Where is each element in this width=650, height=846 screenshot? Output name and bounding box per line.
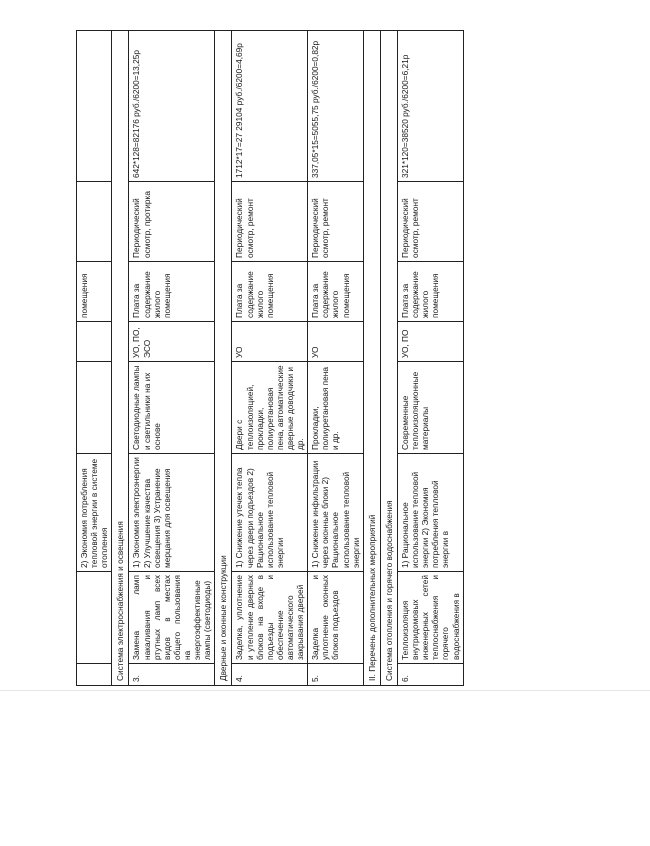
continuation-measures: 2) Экономия потребления тепловой энергии в системе отопления [77,454,112,572]
section-row [215,31,232,686]
continuation-object: помещения [77,262,112,322]
row-measures: 1) Снижение инфильтрации через оконные блоки 2) Рациональное использование тепловой энергии [308,454,364,572]
table-row [129,31,215,686]
row-work: Замена ламп накаливания и ртутных ламп всех видов в местах общего пользования на энергоэффективные лампы (светодиоды) [129,572,215,664]
row-materials: Светодиодные лампы и светильники на их основе [129,362,215,454]
row-executor: УО, ПО, ЭСО [129,322,215,362]
row-measures: 1) Рациональное использование тепловой энергии 2) Экономия потребления тепловой энергии в [397,454,463,572]
row-executor: УО [308,322,364,362]
row-work: Теплоизоляция внутридомовых инженерных сетей теплоснабжения и горячего водоснабжения в [397,572,463,664]
row-materials: Прокладки, полиуретановая пена и др. [308,362,364,454]
row-executor: УО [232,322,308,362]
row-source: Плата за содержание жилого помещения [308,262,364,322]
row-number: 6. [397,664,463,686]
section-doors-windows: Дверные и оконные конструкции [215,31,232,686]
row-source: Плата за содержание жилого помещения [232,262,308,322]
row-source: Плата за содержание жилого помещения [129,262,215,322]
row-measures: 1) Экономия электроэнергии 2) Улучшение качества освещения 3) Устранение мерцания для освещения [129,454,215,572]
section-row [380,31,397,686]
row-materials: Двери с теплоизоляцией, прокладки, полиуретановая пена, автоматические дверные доводчики и др. [232,362,308,454]
row-number: 5. [308,664,364,686]
row-frequency: Периодический осмотр, ремонт [397,182,463,262]
row-measures: 1) Снижение утечек тепла через двери подъездов 2) Рациональное использование тепловой энергии [232,454,308,572]
row-cost: 337,05*15=5055,75 руб./6200=0,82р [308,31,364,182]
row-executor: УО, ПО [397,322,463,362]
row-work: Заделка, уплотнение и утепление дверных блоков на входе в подъезды и обеспечение автоматического закрывания дверей [232,572,308,664]
table-row [308,31,364,686]
row-cost: 1712*17=27 29104 руб./6200=4,69р [232,31,308,182]
section-additional: II. Перечень дополнительных мероприятий [363,31,380,686]
table-row-continuation [77,31,112,686]
table-row [232,31,308,686]
row-frequency: Периодический осмотр, протирка [129,182,215,262]
row-work: Заделка и уплотнение оконных блоков подъездов [308,572,364,664]
rotated-document-page [34,5,614,846]
section-row [112,31,129,686]
section-electrical: Система электроснабжения и освещения [112,31,129,686]
energy-measures-table [76,30,464,686]
section-row [363,31,380,686]
table-row [397,31,463,686]
row-frequency: Периодический осмотр, ремонт [308,182,364,262]
section-heating: Система отопления и горячего водоснабжения [380,31,397,686]
row-number: 3. [129,664,215,686]
row-number: 4. [232,664,308,686]
row-cost: 321*120=38520 руб./6200=6,21р [397,31,463,182]
row-source: Плата за содержание жилого помещения [397,262,463,322]
row-cost: 642*128=82176 руб./6200=13,25р [129,31,215,182]
row-materials: Современные теплоизоляционные материалы [397,362,463,454]
row-frequency: Периодический осмотр, ремонт [232,182,308,262]
